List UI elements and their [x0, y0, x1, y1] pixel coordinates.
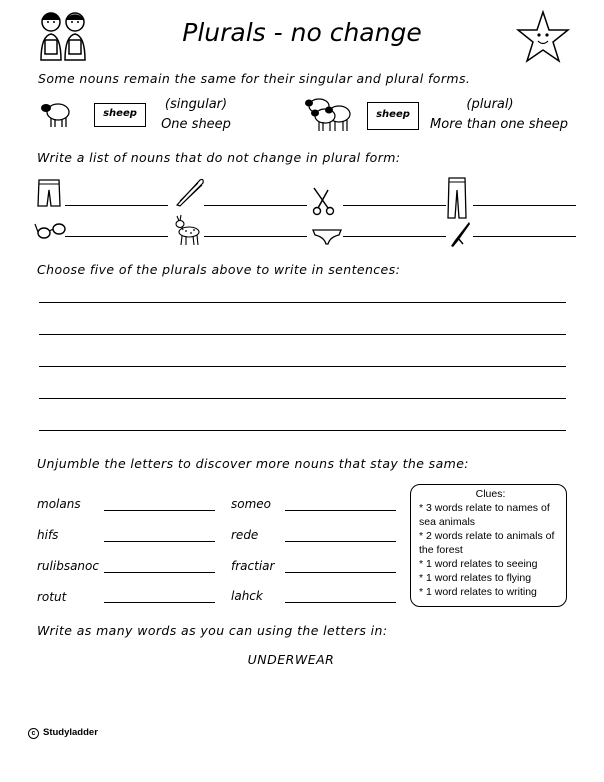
scissors-icon	[310, 186, 336, 216]
brand-name: Studyladder	[43, 727, 98, 738]
jumbled-word: rede	[231, 528, 259, 542]
jumbled-word: rotut	[37, 590, 67, 604]
intro-text: Some nouns remain the same for their singular and plural forms.	[38, 71, 471, 86]
clue-item: * 1 word relates to flying	[419, 572, 532, 584]
answer-line[interactable]	[104, 602, 215, 603]
singular-word: sheep	[103, 108, 137, 119]
deer-icon	[172, 214, 202, 246]
jumbled-word: fractiar	[231, 559, 275, 573]
jumbled-word: hifs	[37, 528, 59, 542]
underpants-icon	[312, 228, 342, 246]
jumbled-word: lahck	[231, 589, 263, 603]
clues-title: Clues:	[475, 488, 506, 500]
answer-line[interactable]	[65, 205, 168, 206]
unjumble-instruction: Unjumble the letters to discover more nouns that stay the same:	[37, 456, 469, 471]
answer-line[interactable]	[473, 205, 576, 206]
sentence-line[interactable]	[39, 334, 566, 335]
clue-item: * 2 words relate to animals of the forest	[419, 530, 555, 556]
plural-tag: (plural)	[466, 97, 514, 112]
star-icon	[516, 10, 570, 64]
copyright-icon	[28, 728, 39, 739]
page-title: Plurals - no change	[182, 18, 422, 47]
sheep-icon	[40, 98, 72, 128]
jumbled-word: molans	[37, 497, 81, 511]
singular-desc: One sheep	[161, 117, 231, 132]
pliers-icon	[449, 220, 471, 248]
clue-item: * 1 word relates to writing	[419, 586, 537, 598]
answer-line[interactable]	[285, 541, 396, 542]
clues-box	[410, 484, 567, 607]
copyright-symbol: c	[31, 730, 36, 737]
words-instruction: Write as many words as you can using the letters in:	[37, 623, 388, 638]
answer-line[interactable]	[285, 510, 396, 511]
plural-word: sheep	[376, 109, 410, 120]
answer-line[interactable]	[343, 205, 446, 206]
tongs-icon	[174, 177, 206, 207]
sentences-instruction: Choose five of the plurals above to write in sentences:	[37, 262, 401, 277]
clue-item: * 1 word relates to seeing	[419, 558, 538, 570]
list-instruction: Write a list of nouns that do not change in plural form:	[37, 150, 401, 165]
answer-line[interactable]	[104, 572, 215, 573]
sentence-line[interactable]	[39, 398, 566, 399]
answer-line[interactable]	[473, 236, 576, 237]
jumbled-word: someo	[231, 497, 272, 511]
answer-line[interactable]	[104, 541, 215, 542]
sheep-flock-icon	[303, 94, 355, 132]
shorts-icon	[36, 178, 62, 208]
sentence-line[interactable]	[39, 302, 566, 303]
sentence-line[interactable]	[39, 430, 566, 431]
answer-line[interactable]	[204, 205, 307, 206]
answer-line[interactable]	[285, 572, 396, 573]
clue-item: * 3 words relate to names of sea animals	[419, 502, 550, 528]
plural-desc: More than one sheep	[430, 117, 568, 132]
answer-line[interactable]	[204, 236, 307, 237]
sentence-line[interactable]	[39, 366, 566, 367]
glasses-icon	[34, 218, 68, 242]
singular-tag: (singular)	[164, 97, 228, 112]
trousers-icon	[446, 176, 468, 220]
answer-line[interactable]	[65, 236, 168, 237]
letters-word: UNDERWEAR	[247, 652, 335, 667]
jumbled-word: rulibsanoc	[37, 559, 99, 573]
answer-line[interactable]	[343, 236, 446, 237]
answer-line[interactable]	[104, 510, 215, 511]
answer-line[interactable]	[285, 602, 396, 603]
